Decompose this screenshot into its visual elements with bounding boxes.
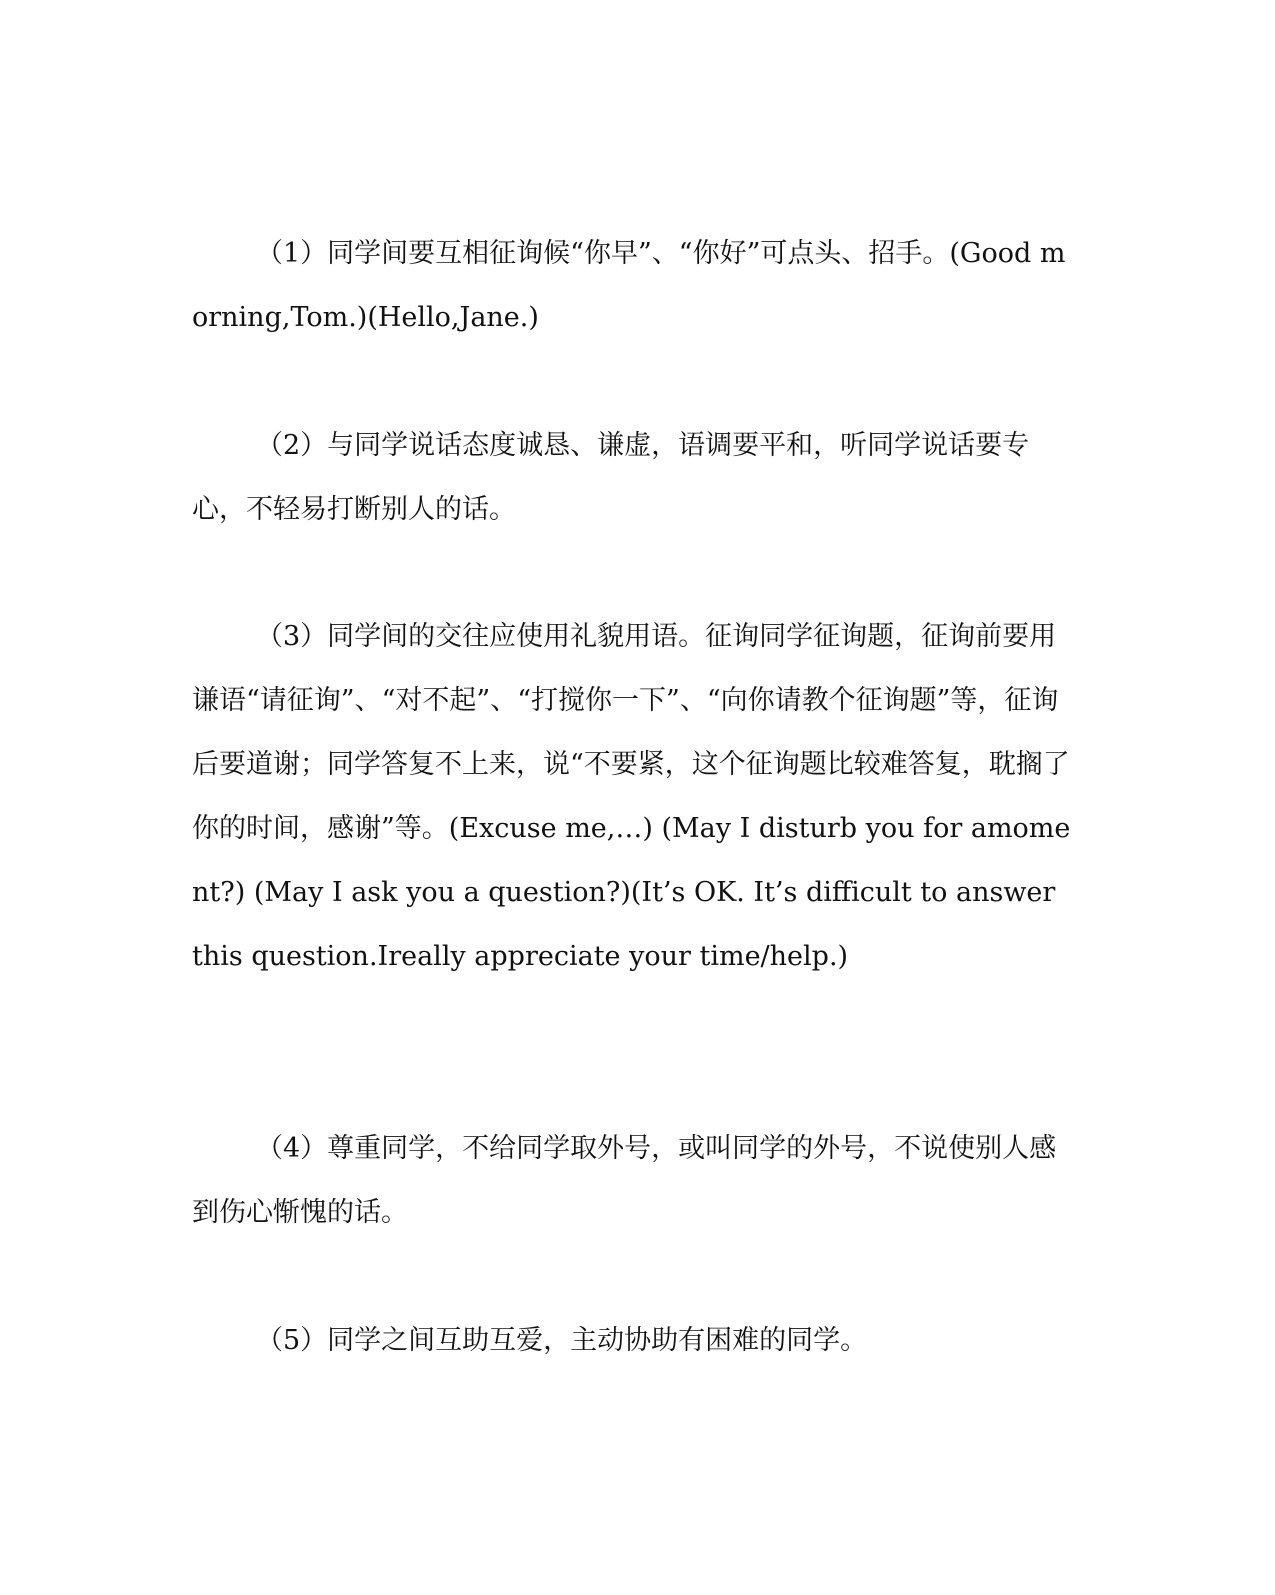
paragraph-3: （3）同学间的交往应使用礼貌用语。征询同学征询题，征询前要用谦语“请征询”、“对不起”、“打搅你一下”、“向你请教个征询题”等，征询后要道谢；同学答复不上来，说“不要紧，这个征询题比较难答复，耽搁了你的时间，感谢”等。(Excuse me,…) (May I disturb you for amoment?) (May I ask you a question?)(It’s OK. It’s difficult to answer this question.Ireally appreciate your time/help.) (192, 621, 1071, 972)
paragraph-2: （2）与同学说话态度诚恳、谦虚，语调要平和，听同学说话要专心，不轻易打断别人的话。 (192, 430, 1030, 525)
paragraph-4: （4）尊重同学，不给同学取外号，或叫同学的外号，不说使别人感到伤心惭愧的话。 (192, 1133, 1057, 1228)
paragraph-5: （5）同学之间互助互爱，主动协助有困难的同学。 (256, 1325, 868, 1356)
paragraph-1: （1）同学间要互相征询候“你早”、“你好”可点头、招手。(Good morning,Tom.)(Hello,Jane.) (192, 238, 1066, 333)
